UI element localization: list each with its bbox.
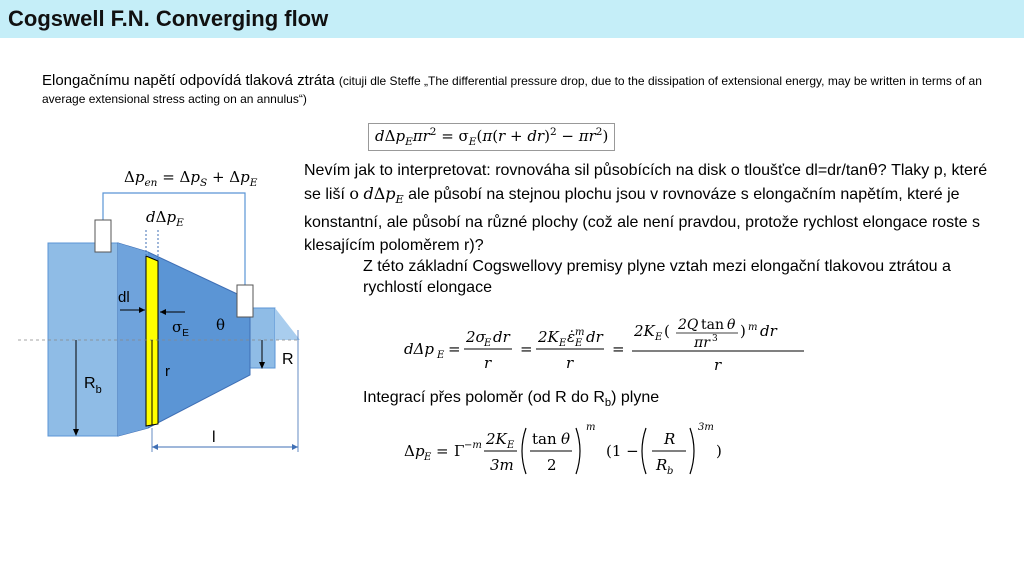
label-R: R	[282, 351, 294, 368]
svg-text:2K: 2K	[634, 322, 655, 340]
svg-text:r: r	[566, 354, 574, 372]
slide-title: Cogswell F.N. Converging flow	[8, 6, 329, 31]
svg-text:E: E	[484, 338, 492, 349]
label-dl: dl	[118, 289, 130, 306]
svg-text:2K: 2K	[538, 328, 559, 346]
svg-text:p: p	[415, 442, 425, 460]
intro-main: Elongačnímu napětí odpovídá tlaková ztráta	[42, 72, 335, 89]
svg-text:2σ: 2σ	[466, 328, 486, 346]
svg-text:E: E	[575, 338, 583, 349]
svg-text:−m: −m	[464, 440, 482, 451]
svg-text:E: E	[507, 440, 515, 451]
svg-text:3: 3	[712, 334, 718, 344]
svg-text:r: r	[484, 354, 492, 372]
svg-text:r: r	[714, 356, 722, 374]
interpretation-paragraph: Nevím jak to interpretovat: rovnováha sil působících na disk o tloušťce dl=dr/tanθ? Tlaky p, které se liší o dΔp$_E$ ale působí na stejnou plochu jsou v rovnováze s elongačním napětím, které je konstantní, ale působí na různé plochy (což ale není pravdou, protože rychlost elongace roste s klesajícím poloměrem r)?	[304, 160, 988, 255]
pressure-drop-equation	[404, 318, 814, 378]
svg-text:Δ: Δ	[404, 442, 415, 460]
svg-text:θ: θ	[561, 430, 571, 448]
label-l: l	[212, 429, 216, 446]
svg-text:m: m	[748, 322, 758, 333]
svg-text:=: =	[436, 442, 449, 460]
svg-text:E: E	[655, 332, 663, 343]
pressure-sum-equation: $\Delta p_{en} = \Delta p_S + \Delta p_E$	[124, 168, 258, 189]
svg-text:): )	[716, 442, 722, 460]
svg-text:E: E	[437, 350, 445, 361]
svg-text:(1 −: (1 −	[606, 442, 639, 460]
force-balance-equation: $d\Delta p_E\pi r^2 = \sigma_E(\pi(r + dr)^2 - \pi r^2)$	[368, 123, 615, 151]
label-Rb: $R_b$	[84, 375, 102, 396]
intro-text	[42, 72, 1002, 108]
integrated-equation	[404, 418, 734, 484]
svg-text:θ: θ	[727, 318, 736, 333]
svg-text:dr: dr	[586, 328, 603, 346]
label-r: r	[165, 363, 170, 380]
svg-text:dΔp: dΔp	[404, 340, 435, 358]
svg-text:2K: 2K	[486, 430, 507, 448]
label-theta: θ	[216, 316, 226, 334]
svg-text:): )	[740, 322, 746, 340]
svg-text:m: m	[586, 422, 596, 433]
svg-text:E: E	[424, 452, 432, 463]
svg-text:tan: tan	[532, 430, 557, 448]
svg-text:=: =	[448, 340, 461, 358]
svg-text:R: R	[656, 456, 668, 474]
svg-text:dr: dr	[760, 322, 777, 340]
dp-label: dΔp$_E$	[146, 208, 184, 229]
svg-text:ε̇: ε̇	[567, 328, 576, 346]
svg-text:3m: 3m	[698, 422, 714, 433]
svg-text:m: m	[575, 327, 585, 338]
integration-paragraph: Integrací přes poloměr (od R do $R_b$) plyne	[363, 389, 660, 410]
svg-text:E: E	[559, 338, 567, 349]
svg-text:tan: tan	[701, 318, 724, 333]
title-bar	[0, 0, 1024, 38]
svg-text:(: (	[664, 322, 670, 340]
svg-text:=: =	[520, 340, 533, 358]
svg-text:dr: dr	[493, 328, 510, 346]
svg-text:R: R	[664, 430, 676, 448]
premise-paragraph: Z této základní Cogswellovy premisy plyne vztah mezi elongační tlakovou ztrátou a rychlostí elongace	[363, 258, 951, 296]
svg-text:πr: πr	[694, 335, 710, 351]
svg-text:=: =	[612, 340, 625, 358]
converging-flow-diagram	[0, 180, 310, 460]
svg-text:3m: 3m	[490, 456, 514, 474]
label-sigma: $\sigma_E$	[172, 318, 189, 339]
intro-quote: (cituji dle Steffe „The differential pressure drop, due to the dissipation of extensional energy, may be written in terms of an average extensional stress acting on an annulus“)	[42, 74, 982, 106]
gauge-entry	[95, 220, 111, 252]
svg-text:2: 2	[547, 456, 557, 474]
svg-text:Γ: Γ	[454, 442, 465, 460]
svg-text:b: b	[667, 466, 674, 477]
gauge-exit	[237, 285, 253, 317]
svg-text:2Q: 2Q	[678, 318, 699, 333]
